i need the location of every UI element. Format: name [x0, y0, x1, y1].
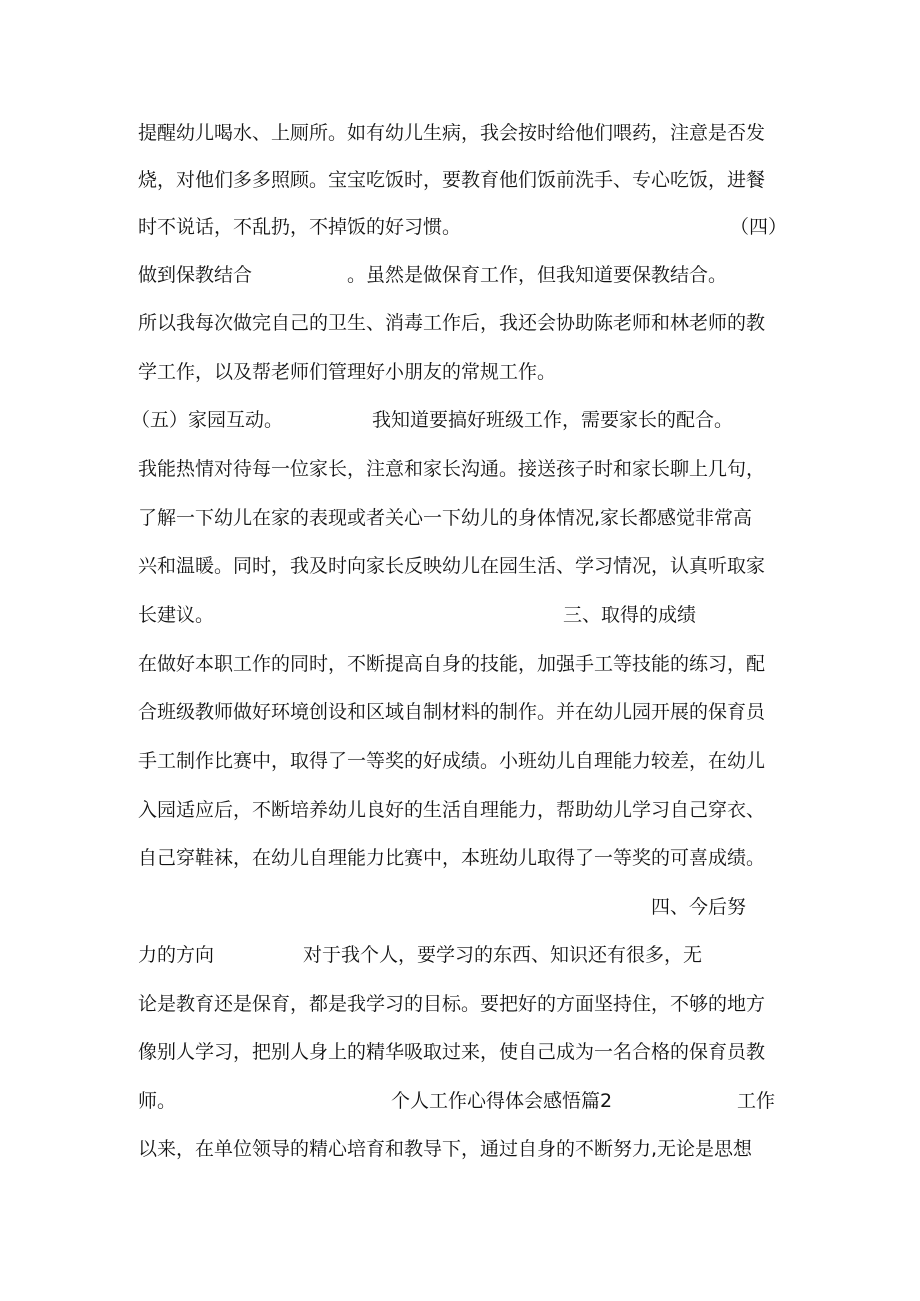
text-line — [0, 1036, 920, 1068]
text-segment: 烧，对他们多多照顾。宝宝吃饭时，要教育他们饭前洗手、专心吃饭，进餐 — [138, 169, 766, 191]
text-segment: 兴和温暖。同时，我及时向家长反映幼儿在园生活、学习情况，认真听取家 — [138, 555, 766, 577]
text-line — [0, 307, 920, 339]
text-segment: 在做好本职工作的同时，不断提高自身的技能，加强手工等技能的练习，配 — [138, 653, 766, 675]
section-heading: 四、今后努 — [651, 896, 747, 918]
text-segment: 时不说话，不乱扔，不掉饭的好习惯。 — [138, 216, 462, 238]
text-line — [0, 794, 920, 826]
text-line — [0, 404, 920, 436]
text-line — [0, 648, 920, 680]
text-line — [0, 696, 920, 728]
text-line — [0, 453, 920, 485]
text-segment: 论是教育还是保育，都是我学习的目标。要把好的方面坚持住，不够的地方 — [138, 993, 766, 1015]
text-line — [0, 1085, 920, 1117]
text-segment: 以来，在单位领导的精心培育和教导下，通过自身的不断努力,无论是思想 — [138, 1138, 753, 1160]
section-heading: 力的方向 — [138, 944, 215, 966]
text-line — [0, 891, 920, 923]
text-segment: 对于我个人，要学习的东西、知识还有很多，无 — [303, 944, 703, 966]
text-line — [0, 550, 920, 582]
text-line — [0, 745, 920, 777]
text-line — [0, 117, 920, 149]
text-segment: 像别人学习，把别人身上的精华吸取过来，使自己成为一名合格的保育员教 — [138, 1041, 766, 1063]
text-segment: 。虽然是做保育工作，但我知道要保教结合。 — [347, 264, 728, 286]
text-segment: 提醒幼儿喝水、上厕所。如有幼儿生病，我会按时给他们喂药，注意是否发 — [138, 122, 766, 144]
text-line — [0, 356, 920, 388]
text-line — [0, 842, 920, 874]
section-heading: （五）家园互动。 — [131, 409, 284, 431]
section-heading: 做到保教结合 — [138, 264, 253, 286]
text-segment: 我知道要搞好班级工作，需要家长的配合。 — [372, 409, 734, 431]
text-segment: 合班级教师做好环境创设和区域自制材料的制作。并在幼儿园开展的保育员 — [138, 701, 766, 723]
section-number: （四） — [730, 216, 788, 238]
text-line — [0, 599, 920, 631]
text-segment: 我能热情对待每一位家长，注意和家长沟通。接送孩子时和家长聊上几句， — [138, 458, 766, 480]
text-segment: 学工作，以及帮老师们管理好小朋友的常规工作。 — [138, 361, 557, 383]
article-title: 个人工作心得体会感悟篇2 — [391, 1090, 613, 1112]
text-segment: 师。 — [138, 1090, 177, 1112]
text-line — [0, 988, 920, 1020]
text-segment: 所以我每次做完自己的卫生、消毒工作后，我还会协助陈老师和林老师的教 — [138, 312, 766, 334]
text-line — [0, 1133, 920, 1165]
text-line — [0, 502, 920, 534]
text-segment: 长建议。 — [138, 604, 215, 626]
text-line — [0, 164, 920, 196]
section-heading: 三、取得的成绩 — [563, 604, 697, 626]
text-line — [0, 259, 920, 291]
text-segment: 工作 — [737, 1090, 776, 1112]
text-line — [0, 211, 920, 243]
text-segment: 手工制作比赛中，取得了一等奖的好成绩。小班幼儿自理能力较差，在幼儿 — [138, 750, 766, 772]
text-segment: 自己穿鞋袜，在幼儿自理能力比赛中，本班幼儿取得了一等奖的可喜成绩。 — [138, 847, 766, 869]
text-segment: 入园适应后，不断培养幼儿良好的生活自理能力，帮助幼儿学习自己穿衣、 — [138, 799, 766, 821]
text-line — [0, 939, 920, 971]
text-segment: 了解一下幼儿在家的表现或者关心一下幼儿的身体情况,家长都感觉非常高 — [138, 507, 753, 529]
